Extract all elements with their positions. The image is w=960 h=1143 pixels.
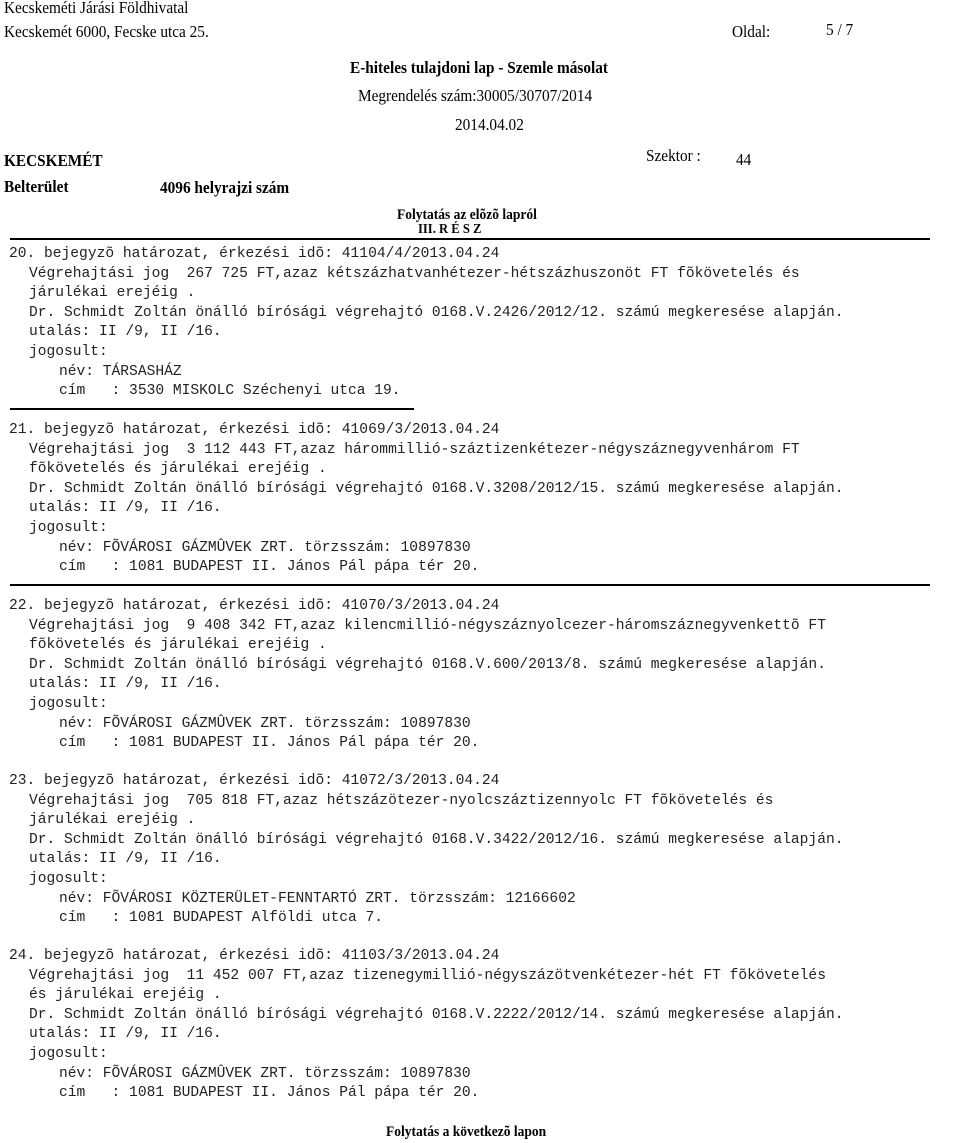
entry-beneficiary-label: jogosult:	[29, 1045, 108, 1062]
entry-right-description-cont: fõkövetelés és járulékai erejéig .	[29, 637, 327, 654]
entry-beneficiary-address: cím : 1081 BUDAPEST Alföldi utca 7.	[59, 910, 384, 927]
page-label: Oldal:	[732, 22, 771, 41]
part-heading: III. R É S Z	[418, 222, 482, 237]
continued-on-label: Folytatás a következõ lapon	[386, 1124, 547, 1140]
entry-20	[9, 245, 909, 402]
entry-heading: 23. bejegyzõ határozat, érkezési idõ: 41072/3/2013.04.24	[9, 773, 500, 789]
continued-from-label: Folytatás az elõzõ lapról	[397, 207, 537, 223]
page-number: 5 / 7	[826, 20, 854, 39]
entry-beneficiary-label: jogosult:	[29, 519, 108, 536]
entry-22	[9, 597, 909, 754]
entry-right-description-cont: fõkövetelés és járulékai erejéig .	[29, 461, 327, 478]
lot-number: 4096 helyrajzi szám	[160, 178, 290, 197]
entry-authority: Dr. Schmidt Zoltán önálló bírósági végrehajtó 0168.V.2426/2012/12. számú megkeresése alapján.	[29, 304, 844, 321]
entry-21	[9, 421, 909, 578]
entry-divider	[10, 408, 414, 410]
entry-beneficiary-address: cím : 1081 BUDAPEST II. János Pál pápa tér 20.	[59, 735, 480, 752]
document-title: E-hiteles tulajdoni lap - Szemle másolat	[350, 58, 608, 77]
entry-reference: utalás: II /9, II /16.	[29, 851, 222, 868]
settlement-name: KECSKEMÉT	[4, 151, 103, 170]
order-number: Megrendelés szám:30005/30707/2014	[358, 86, 593, 105]
entry-beneficiary-name: név: FÕVÁROSI GÁZMÛVEK ZRT. törzsszám: 10897830	[59, 715, 471, 732]
sector-label: Szektor :	[646, 146, 701, 165]
entry-right-description: Végrehajtási jog 11 452 007 FT,azaz tizenegymillió-négyszázötvenkétezer-hét FT fõkövetelés	[29, 967, 826, 984]
document-date: 2014.04.02	[455, 115, 524, 134]
entry-heading: 22. bejegyzõ határozat, érkezési idõ: 41070/3/2013.04.24	[9, 598, 500, 614]
entry-right-description-cont: és járulékai erejéig .	[29, 987, 222, 1004]
office-address: Kecskemét 6000, Fecske utca 25.	[4, 22, 209, 41]
entry-divider	[10, 584, 930, 586]
entry-23	[9, 772, 909, 929]
entry-beneficiary-name: név: FÕVÁROSI GÁZMÛVEK ZRT. törzsszám: 10897830	[59, 539, 471, 556]
entry-right-description-cont: járulékai erejéig .	[29, 812, 196, 829]
sector-value: 44	[736, 150, 752, 169]
office-name: Kecskeméti Járási Földhivatal	[4, 0, 189, 17]
entry-beneficiary-name: név: TÁRSASHÁZ	[59, 363, 182, 380]
entry-beneficiary-label: jogosult:	[29, 343, 108, 360]
entry-reference: utalás: II /9, II /16.	[29, 1026, 222, 1043]
entry-right-description: Végrehajtási jog 267 725 FT,azaz kétszázhatvanhétezer-hétszázhuszonöt FT fõkövetelés és	[29, 265, 800, 282]
entry-beneficiary-label: jogosult:	[29, 870, 108, 887]
entry-heading: 20. bejegyzõ határozat, érkezési idõ: 41104/4/2013.04.24	[9, 246, 500, 262]
entry-heading: 21. bejegyzõ határozat, érkezési idõ: 41069/3/2013.04.24	[9, 422, 500, 438]
entry-reference: utalás: II /9, II /16.	[29, 500, 222, 517]
entry-heading: 24. bejegyzõ határozat, érkezési idõ: 41103/3/2013.04.24	[9, 948, 500, 964]
entry-beneficiary-address: cím : 1081 BUDAPEST II. János Pál pápa tér 20.	[59, 559, 480, 576]
entry-right-description: Végrehajtási jog 9 408 342 FT,azaz kilencmillió-négyszáznyolcezer-háromszáznegyvenkettõ FT	[29, 617, 826, 634]
entry-authority: Dr. Schmidt Zoltán önálló bírósági végrehajtó 0168.V.2222/2012/14. számú megkeresése alapján.	[29, 1006, 844, 1023]
entry-beneficiary-name: név: FÕVÁROSI KÖZTERÜLET-FENNTARTÓ ZRT. törzsszám: 12166602	[59, 890, 576, 907]
entry-right-description: Végrehajtási jog 3 112 443 FT,azaz hárommillió-száztizenkétezer-négyszáznegyvenhárom FT	[29, 441, 800, 458]
entry-beneficiary-address: cím : 1081 BUDAPEST II. János Pál pápa tér 20.	[59, 1085, 480, 1102]
entry-beneficiary-name: név: FÕVÁROSI GÁZMÛVEK ZRT. törzsszám: 10897830	[59, 1065, 471, 1082]
area-type: Belterület	[4, 177, 69, 196]
entry-beneficiary-address: cím : 3530 MISKOLC Széchenyi utca 19.	[59, 383, 401, 400]
entry-beneficiary-label: jogosult:	[29, 695, 108, 712]
entry-authority: Dr. Schmidt Zoltán önálló bírósági végrehajtó 0168.V.3422/2012/16. számú megkeresése alapján.	[29, 831, 844, 848]
entry-right-description-cont: járulékai erejéig .	[29, 285, 196, 302]
entry-right-description: Végrehajtási jog 705 818 FT,azaz hétszázötezer-nyolcszáztizennyolc FT fõkövetelés és	[29, 792, 774, 809]
entry-24	[9, 947, 909, 1104]
entry-reference: utalás: II /9, II /16.	[29, 324, 222, 341]
entry-authority: Dr. Schmidt Zoltán önálló bírósági végrehajtó 0168.V.3208/2012/15. számú megkeresése alapján.	[29, 480, 844, 497]
entry-reference: utalás: II /9, II /16.	[29, 676, 222, 693]
entry-authority: Dr. Schmidt Zoltán önálló bírósági végrehajtó 0168.V.600/2013/8. számú megkeresése alapján.	[29, 656, 826, 673]
header-divider	[10, 238, 930, 240]
